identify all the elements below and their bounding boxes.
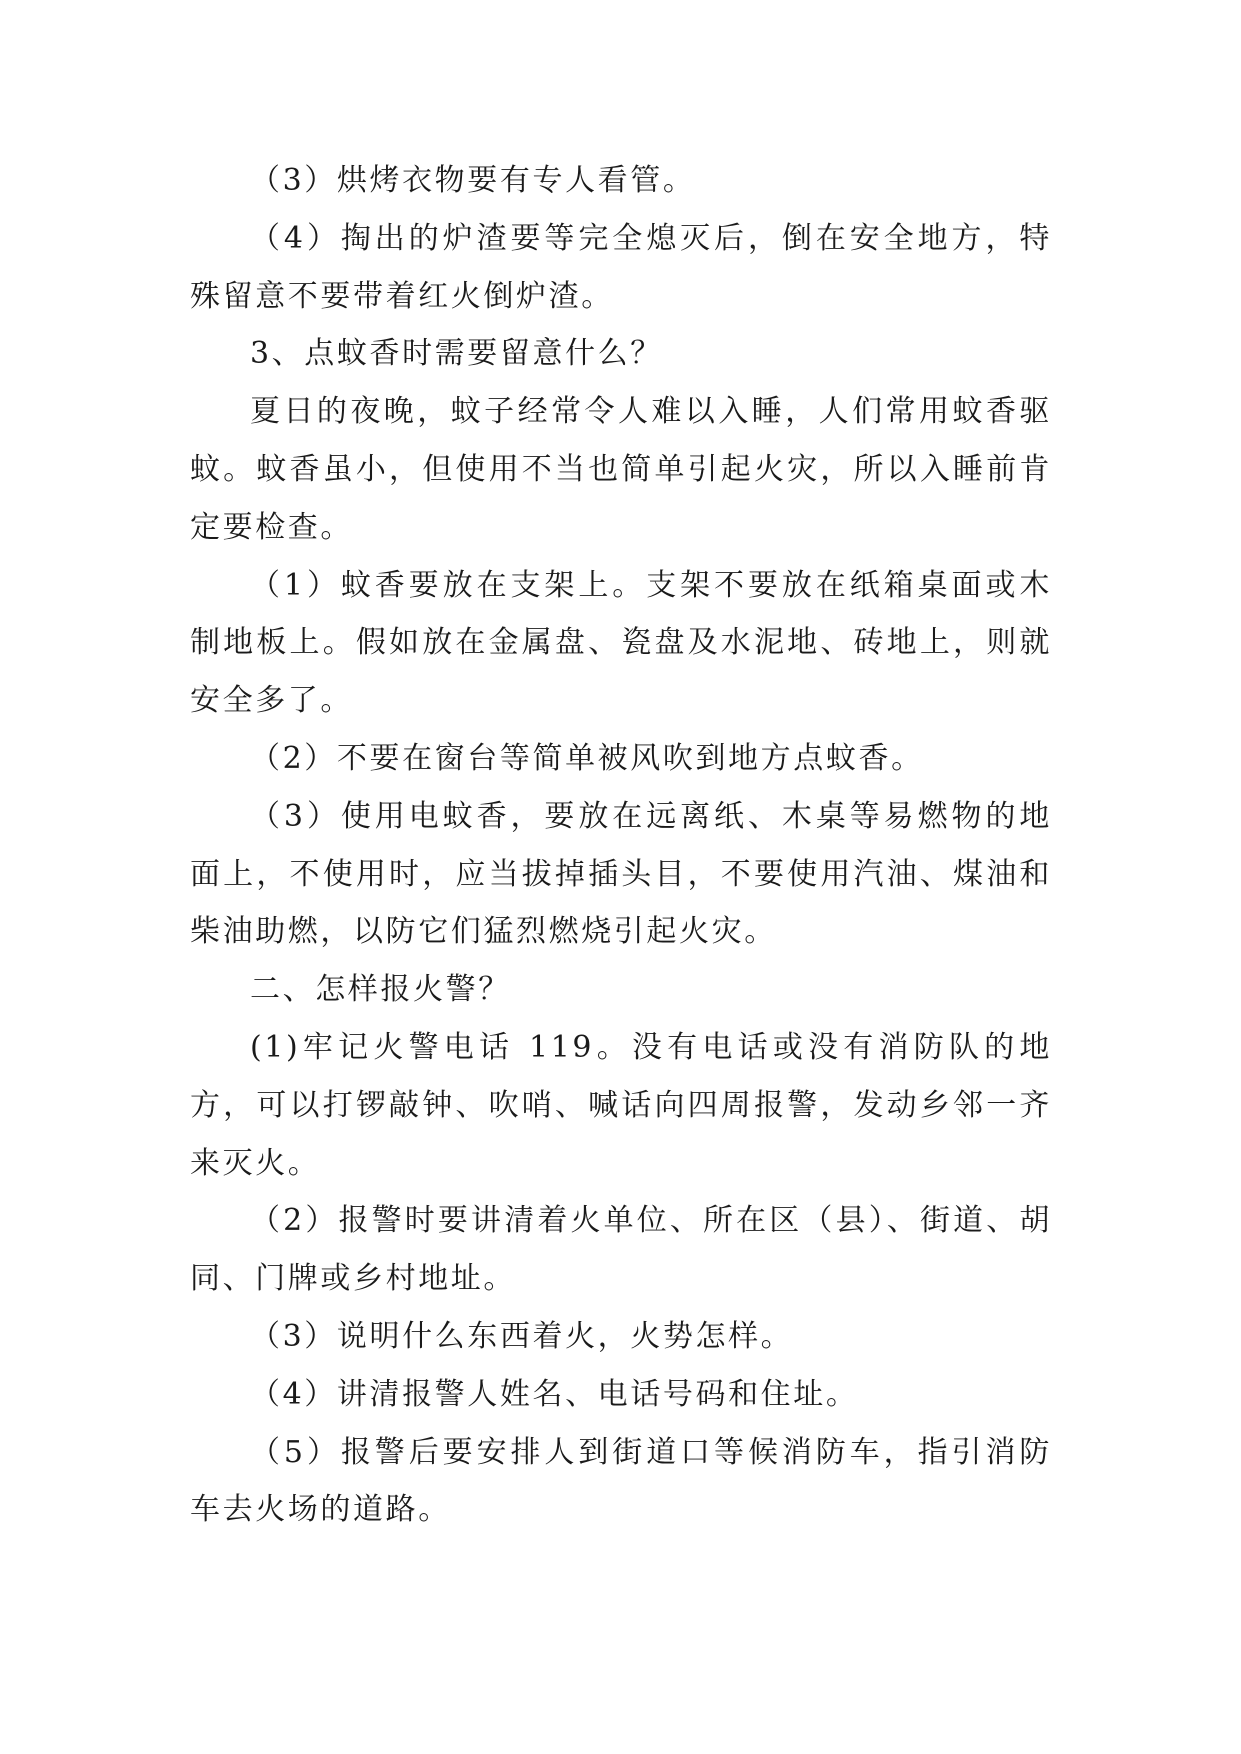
- paragraph-coil-stand: （1）蚊香要放在支架上。支架不要放在纸箱桌面或木制地板上。假如放在金属盘、瓷盘及水泥地、砖地上，则就安全多了。: [190, 567, 1052, 719]
- heading-mosquito-coil: 3、点蚊香时需要留意什么？: [250, 336, 663, 372]
- paragraph-guide-firetruck: （5）报警后要安排人到街道口等候消防车，指引消防车去火场的道路。: [190, 1434, 1052, 1528]
- paragraph-mosquito-intro: 夏日的夜晚，蚊子经常令人难以入睡，人们常用蚊香驱蚊。蚊香虽小，但使用不当也简单引起火灾，所以入睡前肯定要检查。: [190, 394, 1052, 545]
- paragraph-what-burns: （3）说明什么东西着火，火势怎样。: [250, 1318, 794, 1354]
- paragraph-drying-clothes: （3）烘烤衣物要有专人看管。: [250, 163, 696, 198]
- heading-fire-alarm: 二、怎样报火警？: [250, 972, 511, 1008]
- paragraph-report-location: （2）报警时要讲清着火单位、所在区（县）、街道、胡同、门牌或乡村地址。: [190, 1203, 1052, 1297]
- paragraph-electric-coil: （3）使用电蚊香，要放在远离纸、木桌等易燃物的地面上，不使用时，应当拔掉插头目，不要使用汽油、煤油和柴油助燃，以防它们猛烈燃烧引起火灾。: [190, 798, 1052, 950]
- paragraph-windowsill: （2）不要在窗台等简单被风吹到地方点蚊香。: [250, 740, 924, 776]
- paragraph-stove-ash: （4）掏出的炉渣要等完全熄灭后，倒在安全地方，特殊留意不要带着红火倒炉渣。: [190, 220, 1052, 314]
- paragraph-reporter-info: （4）讲清报警人姓名、电话号码和住址。: [250, 1376, 859, 1412]
- paragraph-call-119: (1)牢记火警电话 119。没有电话或没有消防队的地方，可以打锣敲钟、吹哨、喊话向四周报警，发动乡邻一齐来灭火。: [190, 1029, 1052, 1181]
- document-page: [190, 152, 1052, 1539]
